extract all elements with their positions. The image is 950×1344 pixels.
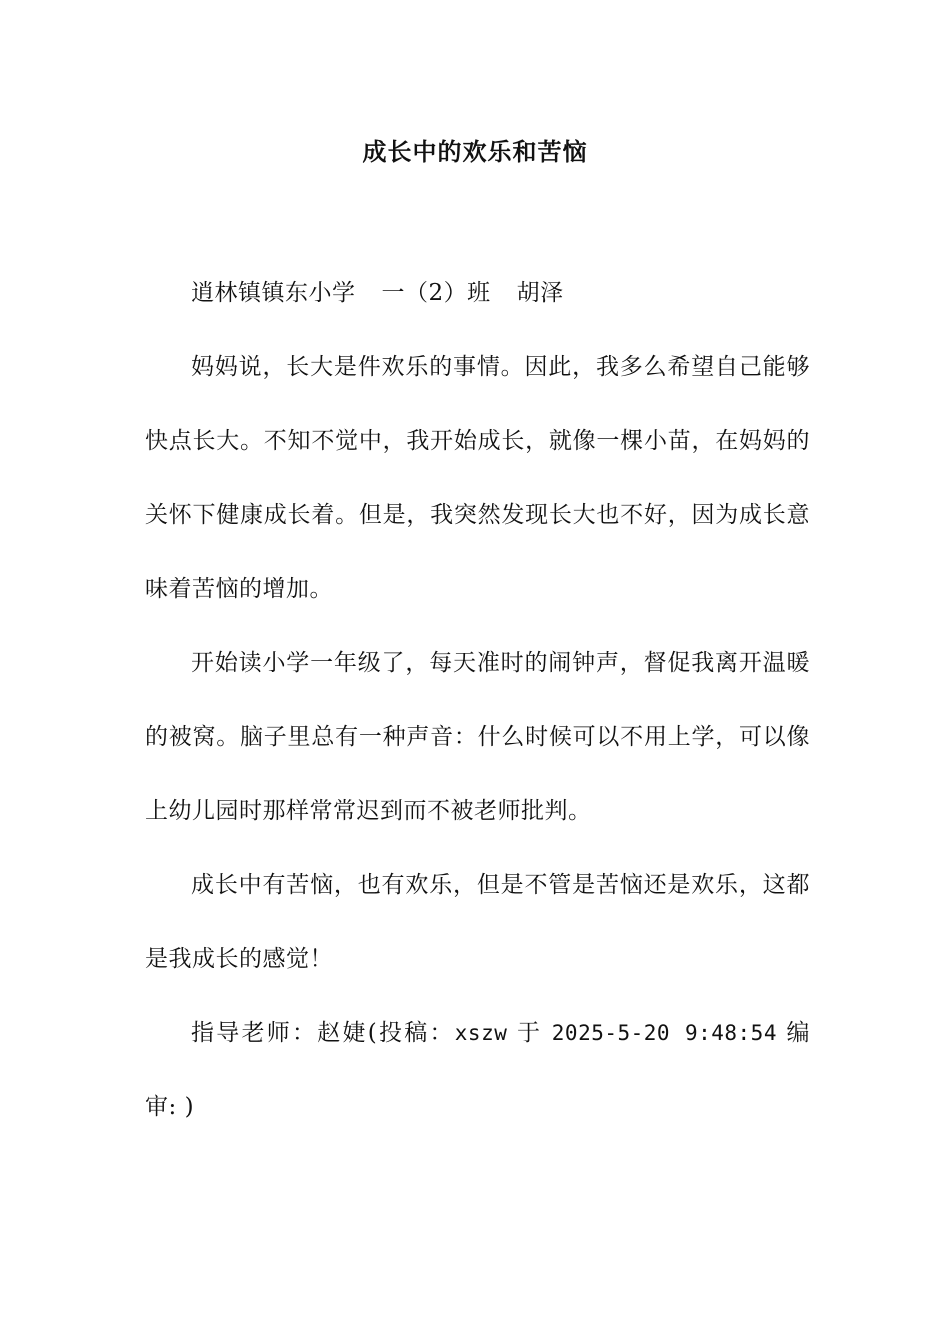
paragraph-3: 成长中有苦恼，也有欢乐，但是不管是苦恼还是欢乐，这都是我成长的感觉！ — [145, 872, 810, 972]
footer-teacher: 指导老师：赵婕(投稿： — [191, 1020, 455, 1046]
article-body — [145, 256, 810, 1144]
footer-submitter: xszw — [454, 1021, 508, 1045]
footer-timestamp: 2025-5-20 9:48:54 — [551, 1021, 777, 1045]
paragraph-1: 妈妈说，长大是件欢乐的事情。因此，我多么希望自己能够快点长大。不知不觉中，我开始成长，就像一棵小苗，在妈妈的关怀下健康成长着。但是，我突然发现长大也不好，因为成长意味着苦恼的增加。 — [145, 354, 810, 602]
footer-at: 于 — [516, 1020, 543, 1046]
footer-closing: ) — [184, 1094, 195, 1120]
byline-school: 逍林镇镇东小学 — [191, 280, 356, 306]
footer-note — [145, 996, 810, 1144]
byline-class: 一（2）班 — [381, 280, 491, 306]
byline-author: 胡泽 — [516, 280, 564, 306]
page-title: 成长中的欢乐和苦恼 — [362, 138, 588, 166]
paragraph-2: 开始读小学一年级了，每天准时的闹钟声，督促我离开温暖的被窝。脑子里总有一种声音：什么时候可以不用上学，可以像上幼儿园时那样常常迟到而不被老师批判。 — [145, 650, 810, 824]
byline — [145, 256, 810, 330]
footer-editor: 编审: — [145, 1020, 811, 1120]
